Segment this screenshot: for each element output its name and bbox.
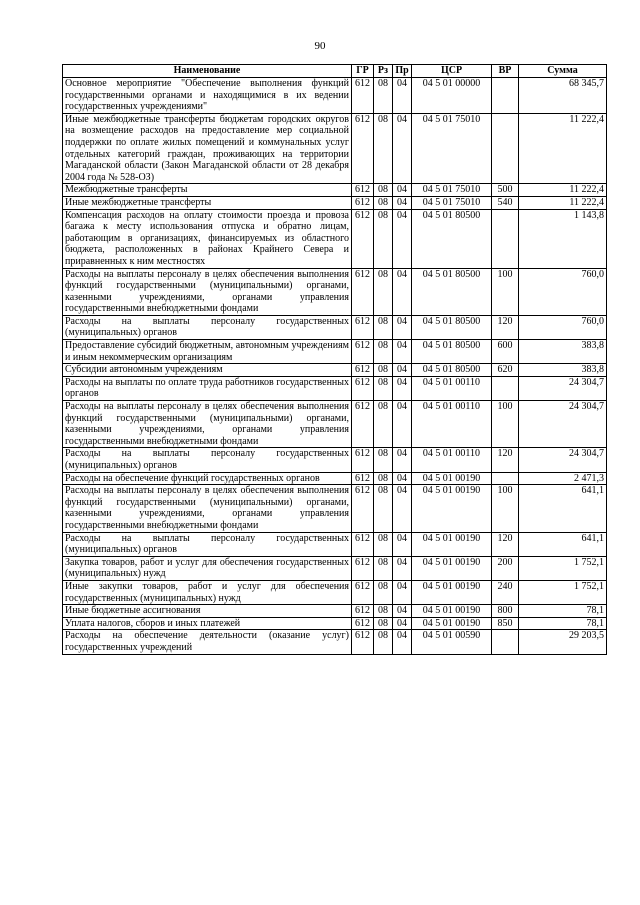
row-gr-cell: 612 — [352, 485, 374, 532]
table-row — [63, 376, 607, 400]
row-pr-cell: 04 — [393, 485, 412, 532]
row-pr-cell: 04 — [393, 184, 412, 197]
table-row — [63, 196, 607, 209]
row-name-cell: Закупка товаров, работ и услуг для обеспечения государственных (муниципальных) нужд — [63, 556, 352, 580]
table-row — [63, 113, 607, 184]
table-row — [63, 401, 607, 448]
row-csr-cell: 04 5 01 00190 — [412, 580, 492, 604]
row-csr-cell: 04 5 01 00190 — [412, 605, 492, 618]
row-pr-cell: 04 — [393, 617, 412, 630]
row-name-cell: Иные межбюджетные трансферты бюджетам городских округов на возмещение расходов на предоставление мер социальной поддержки по оплате жилых помещений и коммунальных услуг отдельных категорий граждан, проживающих на территории Магаданской области (Закон Магаданской области от 28 декабря 2004 года № 528-ОЗ) — [63, 113, 352, 184]
row-gr-cell: 612 — [352, 268, 374, 315]
row-gr-cell: 612 — [352, 340, 374, 364]
row-csr-cell: 04 5 01 75010 — [412, 113, 492, 184]
row-vr-cell: 850 — [492, 617, 519, 630]
row-pr-cell: 04 — [393, 268, 412, 315]
table-row — [63, 184, 607, 197]
row-pr-cell: 04 — [393, 605, 412, 618]
row-rz-cell: 08 — [374, 209, 393, 268]
row-pr-cell: 04 — [393, 580, 412, 604]
table-row — [63, 532, 607, 556]
row-vr-cell — [492, 630, 519, 654]
table-body — [63, 78, 607, 655]
row-rz-cell: 08 — [374, 184, 393, 197]
row-sum-cell: 641,1 — [519, 485, 607, 532]
row-gr-cell: 612 — [352, 617, 374, 630]
row-name-cell: Расходы на выплаты персоналу в целях обеспечения выполнения функций государственными (муниципальными) органами, казенными учреждениями, органами управления государственными внебюджетными фондами — [63, 268, 352, 315]
header-csr: ЦСР — [412, 65, 492, 78]
row-gr-cell: 612 — [352, 315, 374, 339]
row-name-cell: Иные закупки товаров, работ и услуг для обеспечения государственных (муниципальных) нужд — [63, 580, 352, 604]
row-name-cell: Расходы на выплаты персоналу государственных (муниципальных) органов — [63, 315, 352, 339]
row-vr-cell: 100 — [492, 268, 519, 315]
row-vr-cell — [492, 209, 519, 268]
row-gr-cell: 612 — [352, 376, 374, 400]
row-gr-cell: 612 — [352, 532, 374, 556]
row-vr-cell: 100 — [492, 401, 519, 448]
row-name-cell: Расходы на выплаты по оплате труда работников государственных органов — [63, 376, 352, 400]
table-row — [63, 209, 607, 268]
row-csr-cell: 04 5 01 00110 — [412, 376, 492, 400]
row-sum-cell: 1 752,1 — [519, 556, 607, 580]
row-vr-cell — [492, 472, 519, 485]
row-pr-cell: 04 — [393, 196, 412, 209]
row-sum-cell: 641,1 — [519, 532, 607, 556]
row-pr-cell: 04 — [393, 532, 412, 556]
row-csr-cell: 04 5 01 80500 — [412, 209, 492, 268]
row-vr-cell: 120 — [492, 315, 519, 339]
table-row — [63, 472, 607, 485]
row-rz-cell: 08 — [374, 364, 393, 377]
row-sum-cell: 68 345,7 — [519, 78, 607, 114]
row-name-cell: Основное мероприятие "Обеспечение выполнения функций государственными органами и находящимися в их ведении государственных учреждениями" — [63, 78, 352, 114]
row-rz-cell: 08 — [374, 485, 393, 532]
row-name-cell: Расходы на обеспечение деятельности (оказание услуг) государственных учреждений — [63, 630, 352, 654]
row-gr-cell: 612 — [352, 448, 374, 472]
row-rz-cell: 08 — [374, 630, 393, 654]
row-name-cell: Расходы на выплаты персоналу государственных (муниципальных) органов — [63, 532, 352, 556]
row-sum-cell: 78,1 — [519, 605, 607, 618]
row-name-cell: Расходы на выплаты персоналу в целях обеспечения выполнения функций государственными (муниципальными) органами, казенными учреждениями, органами управления государственными внебюджетными фондами — [63, 485, 352, 532]
row-csr-cell: 04 5 01 00000 — [412, 78, 492, 114]
row-name-cell: Компенсация расходов на оплату стоимости проезда и провоза багажа к месту использования отпуска и обратно лицам, работающим в организациях, финансируемых из областного бюджета, расположенных в районах Крайнего Севера и приравненных к ним местностях — [63, 209, 352, 268]
table-row — [63, 448, 607, 472]
row-pr-cell: 04 — [393, 630, 412, 654]
row-csr-cell: 04 5 01 00190 — [412, 556, 492, 580]
row-rz-cell: 08 — [374, 448, 393, 472]
row-sum-cell: 24 304,7 — [519, 401, 607, 448]
row-sum-cell: 1 143,8 — [519, 209, 607, 268]
row-gr-cell: 612 — [352, 605, 374, 618]
row-rz-cell: 08 — [374, 340, 393, 364]
row-vr-cell: 100 — [492, 485, 519, 532]
row-vr-cell: 240 — [492, 580, 519, 604]
row-rz-cell: 08 — [374, 532, 393, 556]
row-rz-cell: 08 — [374, 376, 393, 400]
row-name-cell: Расходы на выплаты персоналу государственных (муниципальных) органов — [63, 448, 352, 472]
row-sum-cell: 11 222,4 — [519, 196, 607, 209]
row-sum-cell: 760,0 — [519, 268, 607, 315]
table-row — [63, 605, 607, 618]
row-sum-cell: 24 304,7 — [519, 376, 607, 400]
row-csr-cell: 04 5 01 00590 — [412, 630, 492, 654]
row-pr-cell: 04 — [393, 78, 412, 114]
row-sum-cell: 24 304,7 — [519, 448, 607, 472]
budget-table — [62, 64, 607, 655]
row-gr-cell: 612 — [352, 580, 374, 604]
row-sum-cell: 78,1 — [519, 617, 607, 630]
table-row — [63, 268, 607, 315]
row-sum-cell: 11 222,4 — [519, 113, 607, 184]
row-vr-cell: 120 — [492, 448, 519, 472]
header-row — [63, 65, 607, 78]
row-sum-cell: 383,8 — [519, 364, 607, 377]
row-vr-cell: 120 — [492, 532, 519, 556]
row-csr-cell: 04 5 01 00110 — [412, 401, 492, 448]
row-rz-cell: 08 — [374, 617, 393, 630]
row-vr-cell: 500 — [492, 184, 519, 197]
row-gr-cell: 612 — [352, 196, 374, 209]
row-gr-cell: 612 — [352, 401, 374, 448]
row-sum-cell: 383,8 — [519, 340, 607, 364]
table-header — [63, 65, 607, 78]
table-row — [63, 485, 607, 532]
row-csr-cell: 04 5 01 80500 — [412, 340, 492, 364]
row-pr-cell: 04 — [393, 556, 412, 580]
row-gr-cell: 612 — [352, 113, 374, 184]
row-rz-cell: 08 — [374, 580, 393, 604]
row-csr-cell: 04 5 01 75010 — [412, 184, 492, 197]
row-vr-cell: 800 — [492, 605, 519, 618]
header-vr: ВР — [492, 65, 519, 78]
row-csr-cell: 04 5 01 00190 — [412, 472, 492, 485]
row-vr-cell: 540 — [492, 196, 519, 209]
table-row — [63, 340, 607, 364]
row-pr-cell: 04 — [393, 472, 412, 485]
row-pr-cell: 04 — [393, 113, 412, 184]
table-row — [63, 364, 607, 377]
row-vr-cell — [492, 78, 519, 114]
row-pr-cell: 04 — [393, 209, 412, 268]
row-gr-cell: 612 — [352, 556, 374, 580]
row-name-cell: Уплата налогов, сборов и иных платежей — [63, 617, 352, 630]
table-row — [63, 315, 607, 339]
row-pr-cell: 04 — [393, 340, 412, 364]
row-rz-cell: 08 — [374, 605, 393, 618]
page-number: 90 — [314, 40, 326, 52]
table-row — [63, 580, 607, 604]
row-rz-cell: 08 — [374, 556, 393, 580]
row-name-cell: Субсидии автономным учреждениям — [63, 364, 352, 377]
row-gr-cell: 612 — [352, 209, 374, 268]
row-vr-cell — [492, 376, 519, 400]
row-csr-cell: 04 5 01 75010 — [412, 196, 492, 209]
row-rz-cell: 08 — [374, 268, 393, 315]
header-name: Наименование — [63, 65, 352, 78]
row-pr-cell: 04 — [393, 315, 412, 339]
row-name-cell: Иные бюджетные ассигнования — [63, 605, 352, 618]
row-vr-cell: 200 — [492, 556, 519, 580]
row-pr-cell: 04 — [393, 376, 412, 400]
row-gr-cell: 612 — [352, 630, 374, 654]
row-sum-cell: 11 222,4 — [519, 184, 607, 197]
row-sum-cell: 29 203,5 — [519, 630, 607, 654]
table-row — [63, 630, 607, 654]
row-pr-cell: 04 — [393, 448, 412, 472]
header-rz: Рз — [374, 65, 393, 78]
row-sum-cell: 2 471,3 — [519, 472, 607, 485]
row-rz-cell: 08 — [374, 113, 393, 184]
row-vr-cell — [492, 113, 519, 184]
row-gr-cell: 612 — [352, 364, 374, 377]
row-sum-cell: 760,0 — [519, 315, 607, 339]
row-name-cell: Расходы на выплаты персоналу в целях обеспечения выполнения функций государственными (муниципальными) органами, казенными учреждениями, органами управления государственными внебюджетными фондами — [63, 401, 352, 448]
row-gr-cell: 612 — [352, 78, 374, 114]
row-csr-cell: 04 5 01 00190 — [412, 532, 492, 556]
table-row — [63, 78, 607, 114]
row-name-cell: Иные межбюджетные трансферты — [63, 196, 352, 209]
row-vr-cell: 620 — [492, 364, 519, 377]
row-pr-cell: 04 — [393, 364, 412, 377]
row-name-cell: Предоставление субсидий бюджетным, автономным учреждениям и иным некоммерческим организациям — [63, 340, 352, 364]
row-rz-cell: 08 — [374, 472, 393, 485]
table-row — [63, 556, 607, 580]
row-rz-cell: 08 — [374, 78, 393, 114]
row-name-cell: Межбюджетные трансферты — [63, 184, 352, 197]
header-gr: ГР — [352, 65, 374, 78]
row-sum-cell: 1 752,1 — [519, 580, 607, 604]
header-pr: Пр — [393, 65, 412, 78]
row-vr-cell: 600 — [492, 340, 519, 364]
row-csr-cell: 04 5 01 80500 — [412, 364, 492, 377]
header-sum: Сумма — [519, 65, 607, 78]
row-csr-cell: 04 5 01 00190 — [412, 485, 492, 532]
row-rz-cell: 08 — [374, 401, 393, 448]
row-csr-cell: 04 5 01 00110 — [412, 448, 492, 472]
row-gr-cell: 612 — [352, 184, 374, 197]
row-rz-cell: 08 — [374, 315, 393, 339]
row-name-cell: Расходы на обеспечение функций государственных органов — [63, 472, 352, 485]
row-csr-cell: 04 5 01 00190 — [412, 617, 492, 630]
row-csr-cell: 04 5 01 80500 — [412, 268, 492, 315]
row-gr-cell: 612 — [352, 472, 374, 485]
row-csr-cell: 04 5 01 80500 — [412, 315, 492, 339]
row-pr-cell: 04 — [393, 401, 412, 448]
table-row — [63, 617, 607, 630]
row-rz-cell: 08 — [374, 196, 393, 209]
